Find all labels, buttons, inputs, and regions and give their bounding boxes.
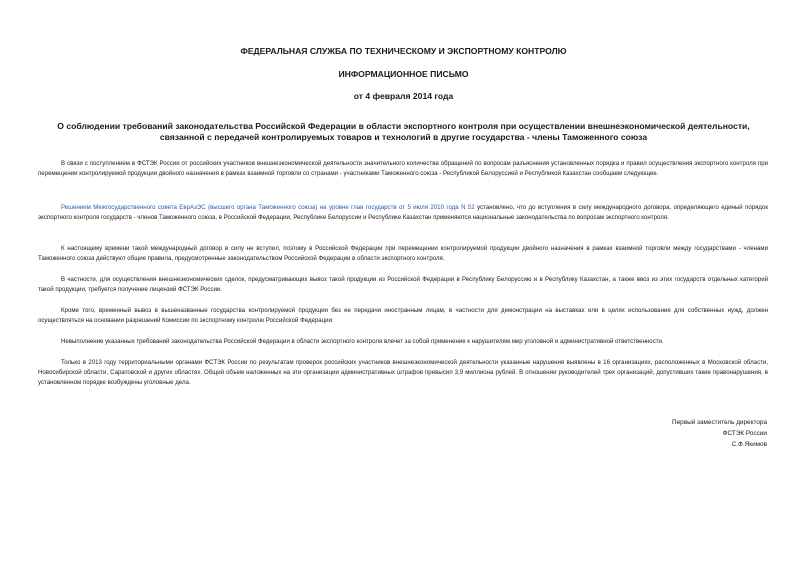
signature-position: Первый заместитель директора	[672, 419, 767, 426]
document-type: ИНФОРМАЦИОННОЕ ПИСЬМО	[338, 69, 469, 79]
subject-line-2: связанной с передачей контролируемых товаров и технологий в другие государства - члены Таможенного союза	[159, 132, 648, 142]
paragraph-2	[38, 203, 768, 223]
signature-agency: ФСТЭК России	[722, 430, 767, 437]
agency-heading: ФЕДЕРАЛЬНАЯ СЛУЖБА ПО ТЕХНИЧЕСКОМУ И ЭКСПОРТНОМУ КОНТРОЛЮ	[240, 46, 567, 56]
document-subject	[40, 121, 767, 143]
paragraph-5: Кроме того, временный вывоз в вышеназванные государства контролируемой продукции без ее передачи иностранным лицам, в частности для демонстрации на выставках или в целях использования для собственных нужд, должен осуществляться на основании разрешений Комиссии по экспортному контролю Российской Федерации.	[38, 307, 768, 324]
paragraph-4: В частности, для осуществления внешнеэкономических сделок, предусматривающих вывоз такой продукции из Российской Федерации в Республику Белоруссию и в Республику Казахстан, а также ввоз из этих государств отдельных категорий такой продукции, требуется получение лицензий ФСТЭК России.	[38, 276, 768, 293]
paragraph-7: Только в 2013 году территориальными органами ФСТЭК России по результатам проверок российских участников внешнеэкономической деятельности указанные нарушения выявлены в 16 организациях, расположенных в Московской области, Новосибирской области, Саратовской и других областях. Общий объем наложенных на эти организации административных штрафов превысил 3,9 миллиона рублей. В отношении руководителей трех организаций, допустивших такие правонарушения, в установленном порядке возбуждены уголовные дела.	[38, 359, 768, 386]
document-date: от 4 февраля 2014 года	[353, 91, 454, 101]
signature-name: С.Ф.Якимов	[731, 441, 767, 448]
decision-link[interactable]: Решением Межгосударственного совета ЕврАзЭС (высшего органа Таможенного союза) на уровне глав государств от 5 июля 2010 года N 52	[61, 204, 475, 211]
subject-line-1: О соблюдении требований законодательства Российской Федерации в области экспортного контроля при осуществлении внешнеэкономической деятельности,	[57, 121, 750, 131]
paragraph-3: К настоящему времени такой международный договор в силу не вступил, поэтому в Российской Федерации при перемещении контролируемой продукции двойного назначения в рамках взаимной торговли между государствами - членами Таможенного союза действуют общие правила, предусмотренные законодательством Российской Федерации в области экспортного контроля.	[38, 245, 768, 262]
paragraph-1: В связи с поступлением в ФСТЭК России от российских участников внешнеэкономической деятельности значительного количества обращений по вопросам разъяснения установленных порядка и правил осуществления экспортного контроля при перемещении контролируемой продукции двойного назначения в рамках взаимной торговли со странами - участниками Таможенного союза - Республикой Белоруссией и Республикой Казахстан сообщаем следующее.	[38, 160, 768, 177]
paragraph-6: Невыполнение указанных требований законодательства Российской Федерации в области экспортного контроля влечет за собой применение к нарушителям мер уголовной и административной ответственности.	[61, 338, 664, 345]
paragraph-2-text: установлено, что до вступления в силу международного договора, определяющего единый порядок экспортного контроля государств - членов Таможенного союза, в Российской Федерации, Республике Белоруссии и Республике Казахстан применяются национальные законодательства по вопросам экспортного контроля.	[38, 204, 768, 221]
